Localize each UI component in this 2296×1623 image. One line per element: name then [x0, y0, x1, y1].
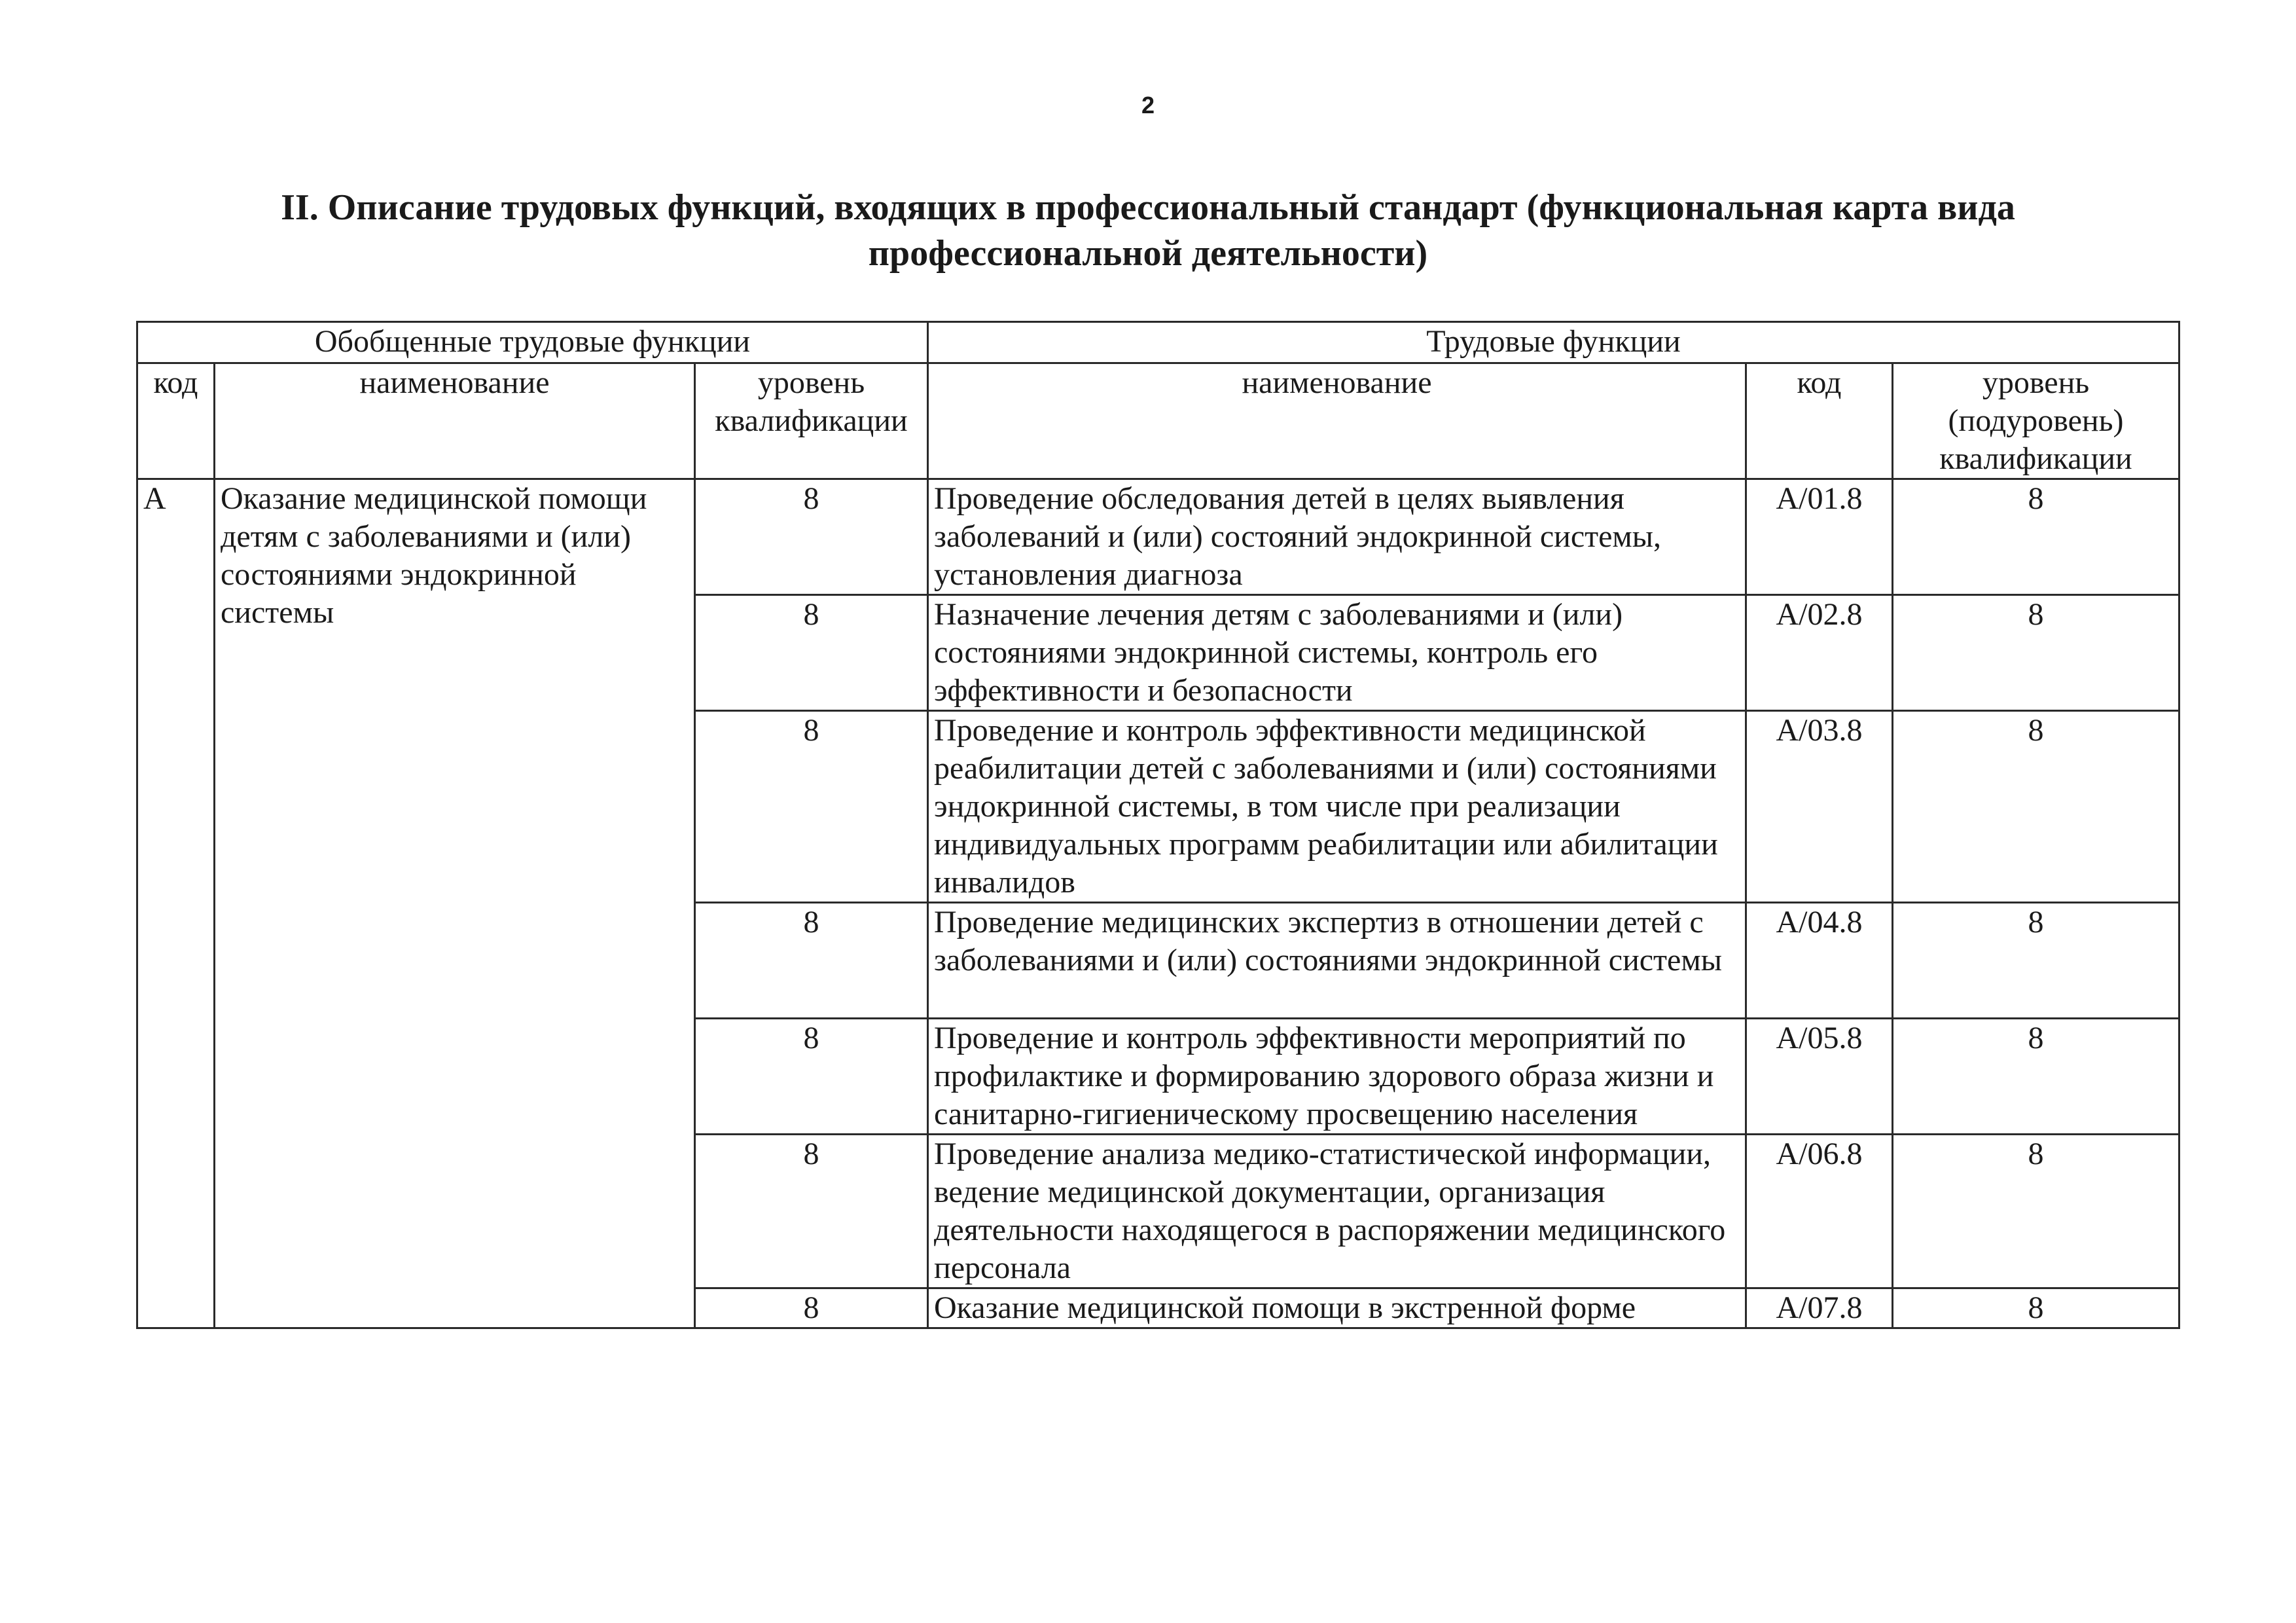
labor-function-code: A/02.8	[1746, 595, 1893, 711]
gf-level-cell: 8	[695, 1135, 928, 1288]
gf-level-cell: 8	[695, 711, 928, 903]
labor-function-code: A/04.8	[1746, 903, 1893, 1019]
column-header-tf-code: код	[1746, 363, 1893, 479]
gf-level-cell: 8	[695, 1019, 928, 1135]
column-header-gf-level: уровень квалификации	[695, 363, 928, 479]
section-title-line-2: профессиональной деятельности)	[868, 233, 1428, 274]
column-header-gf-code: код	[137, 363, 215, 479]
labor-function-name: Проведение обследования детей в целях выявления заболеваний и (или) состояний эндокринной системы, установления диагноза	[928, 479, 1746, 595]
labor-function-name: Проведение анализа медико-статистической информации, ведение медицинской документации, организация деятельности находящегося в распоряжении медицинского персонала	[928, 1135, 1746, 1288]
labor-function-code: A/05.8	[1746, 1019, 1893, 1135]
labor-function-name: Проведение медицинских экспертиз в отношении детей с заболеваниями и (или) состояниями эндокринной системы	[928, 903, 1746, 1019]
gf-level-cell: 8	[695, 595, 928, 711]
labor-function-level: 8	[1893, 1019, 2179, 1135]
column-header-tf-level: уровень (подуровень) квалификации	[1893, 363, 2179, 479]
labor-function-name: Назначение лечения детям с заболеваниями и (или) состояниями эндокринной системы, контроль его эффективности и безопасности	[928, 595, 1746, 711]
section-title	[170, 185, 2126, 276]
labor-function-level: 8	[1893, 903, 2179, 1019]
labor-function-level: 8	[1893, 595, 2179, 711]
labor-function-name: Проведение и контроль эффективности мероприятий по профилактике и формированию здорового образа жизни и санитарно-гигиеническому просвещению населения	[928, 1019, 1746, 1135]
section-title-line-1: II. Описание трудовых функций, входящих в профессиональный стандарт (функциональная карта вида	[281, 187, 2015, 228]
column-header-tf-name: наименование	[928, 363, 1746, 479]
table-row	[137, 479, 2179, 595]
group-header-row	[137, 322, 2179, 363]
generalized-functions-header: Обобщенные трудовые функции	[137, 322, 928, 363]
labor-function-code: A/03.8	[1746, 711, 1893, 903]
labor-function-name: Оказание медицинской помощи в экстренной форме	[928, 1288, 1746, 1328]
page-number: 2	[1141, 92, 1155, 119]
labor-function-name: Проведение и контроль эффективности медицинской реабилитации детей с заболеваниями и (или) состояниями эндокринной системы, в том числе при реализации индивидуальных программ реабилитации или абилитации инвалидов	[928, 711, 1746, 903]
labor-function-code: A/07.8	[1746, 1288, 1893, 1328]
labor-function-level: 8	[1893, 1135, 2179, 1288]
labor-function-code: A/01.8	[1746, 479, 1893, 595]
column-header-gf-name: наименование	[215, 363, 695, 479]
gf-level-cell: 8	[695, 479, 928, 595]
labor-function-level: 8	[1893, 479, 2179, 595]
gf-level-cell: 8	[695, 903, 928, 1019]
labor-function-level: 8	[1893, 711, 2179, 903]
labor-function-level: 8	[1893, 1288, 2179, 1328]
generalized-function-name: Оказание медицинской помощи детям с заболеваниями и (или) состояниями эндокринной системы	[215, 479, 695, 1328]
gf-level-cell: 8	[695, 1288, 928, 1328]
labor-function-code: A/06.8	[1746, 1135, 1893, 1288]
functional-map-table	[136, 321, 2180, 1329]
column-header-row	[137, 363, 2179, 479]
generalized-function-code: A	[137, 479, 215, 1328]
labor-functions-header: Трудовые функции	[928, 322, 2179, 363]
